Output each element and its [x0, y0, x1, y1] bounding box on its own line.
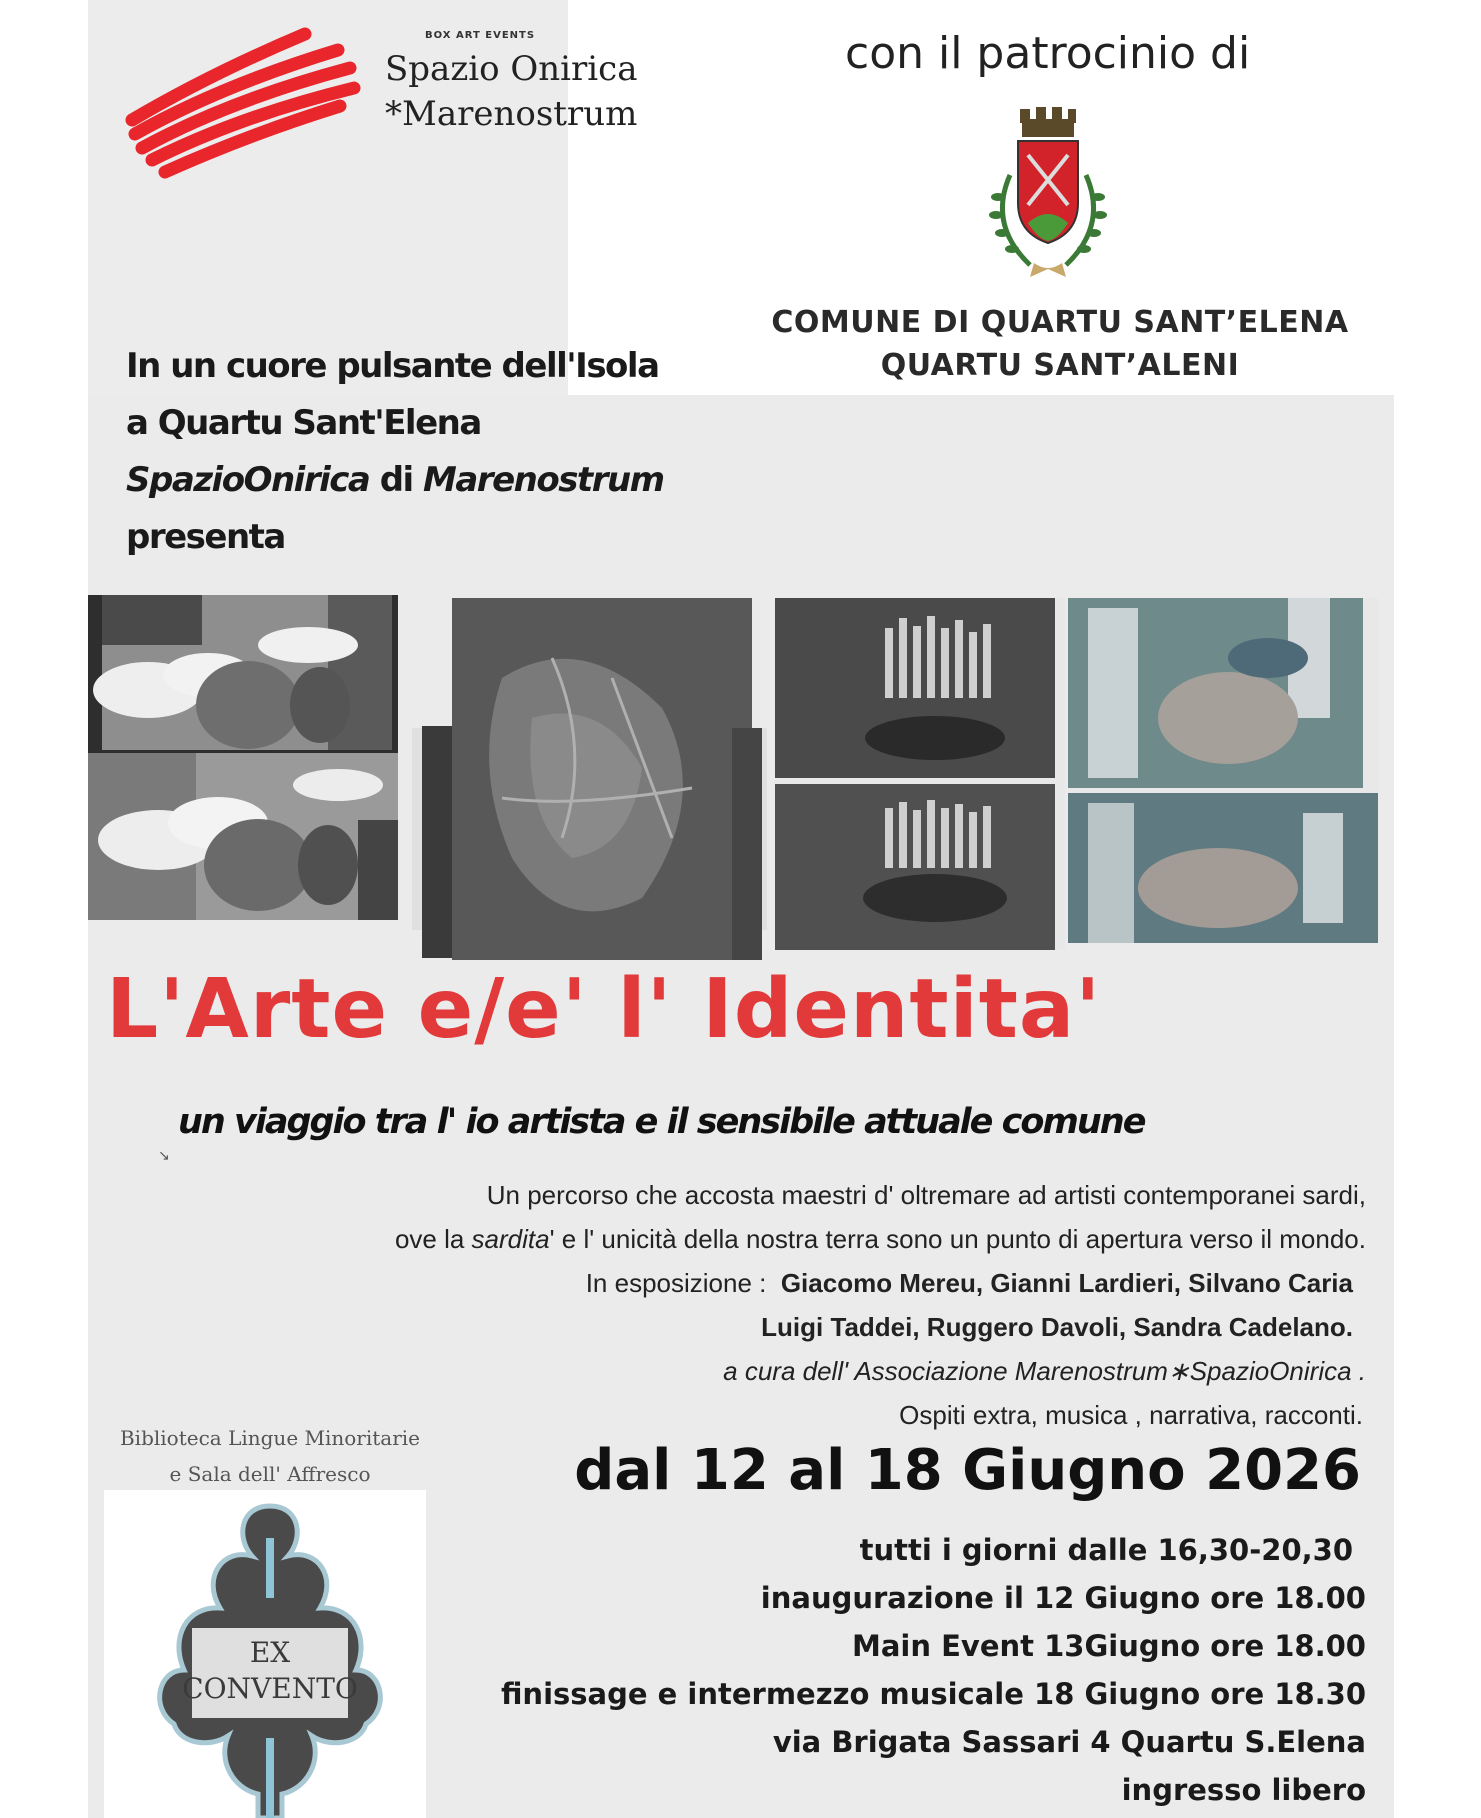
- intro-brand1: SpazioOnirica: [126, 460, 370, 500]
- intro-line4: presenta: [126, 517, 285, 557]
- entry-info: ingresso libero: [1121, 1773, 1366, 1807]
- ex-convento-logo-icon: [140, 1498, 400, 1818]
- intro-line3: [126, 452, 664, 509]
- comune-crest-icon: [980, 105, 1115, 290]
- desc-line2-b: ' e l' unicità della nostra terra sono un punto di apertura verso il mondo.: [549, 1224, 1366, 1254]
- intro-connector: di: [369, 460, 424, 500]
- schedule-hours: tutti i giorni dalle 16,30-20,30: [859, 1533, 1353, 1567]
- organizer-name-line1: Spazio Onirica: [385, 49, 638, 89]
- event-title: L'Arte e/e' l' Identita': [106, 962, 1102, 1057]
- blue-city-artwork: [1068, 598, 1378, 943]
- schedule-closing: finissage e intermezzo musicale 18 Giugno ore 18.30: [500, 1677, 1366, 1711]
- surreal-clouds-artwork: [88, 595, 398, 920]
- expo-label: In esposizione :: [585, 1268, 767, 1298]
- brush-logo-icon: [120, 22, 370, 182]
- intro-line2: a Quartu Sant'Elena: [126, 403, 481, 443]
- comune-name: [720, 305, 1400, 383]
- sketch-artwork: [412, 598, 767, 960]
- venue-line2: e Sala dell' Affresco: [169, 1462, 371, 1486]
- city-grid-artwork: [775, 598, 1065, 950]
- logo-text-ex: EX: [249, 1636, 291, 1669]
- intro-brand2: Marenostrum: [423, 460, 664, 500]
- arrow-mark-icon: ↘: [158, 1148, 170, 1164]
- patronage-heading: con il patrocinio di: [845, 28, 1251, 79]
- logo-text-convento: CONVENTO: [182, 1672, 358, 1705]
- event-subtitle: un viaggio tra l' io artista e il sensibile attuale comune: [178, 1102, 1145, 1142]
- desc-line2-italic: sardita: [471, 1224, 550, 1254]
- artists-line2: Luigi Taddei, Ruggero Davoli, Sandra Cadelano.: [761, 1312, 1353, 1342]
- organizer-top-label: BOX ART EVENTS: [425, 30, 536, 41]
- intro-line1: In un cuore pulsante dell'Isola: [126, 346, 659, 386]
- venue-line1: Biblioteca Lingue Minoritarie: [119, 1426, 421, 1450]
- exhibition-line: [586, 1268, 1353, 1299]
- artists-line1: Giacomo Mereu, Gianni Lardieri, Silvano Caria: [780, 1268, 1353, 1298]
- desc-line2-a: ove la: [394, 1224, 472, 1254]
- description-line1: Un percorso che accosta maestri d' oltremare ad artisti contemporanei sardi,: [486, 1180, 1366, 1210]
- curator-line: a cura dell' Associazione Marenostrum∗SpazioOnirica .: [723, 1356, 1366, 1386]
- schedule-opening: inaugurazione il 12 Giugno ore 18.00: [760, 1581, 1366, 1615]
- schedule-main-event: Main Event 13Giugno ore 18.00: [852, 1629, 1366, 1663]
- venue-name: [100, 1420, 440, 1492]
- event-dates: dal 12 al 18 Giugno 2026: [574, 1438, 1361, 1503]
- organizer-name-line2: *Marenostrum: [385, 94, 638, 134]
- comune-line1: COMUNE DI QUARTU SANT’ELENA: [771, 305, 1349, 340]
- comune-line2: QUARTU SANT’ALENI: [880, 348, 1240, 383]
- intro-text: [126, 338, 664, 566]
- venue-address: via Brigata Sassari 4 Quartu S.Elena: [772, 1725, 1366, 1759]
- upper-right-strip: [568, 398, 1394, 598]
- description-line2: [395, 1224, 1366, 1255]
- extras-line: Ospiti extra, musica , narrativa, racconti.: [899, 1400, 1363, 1430]
